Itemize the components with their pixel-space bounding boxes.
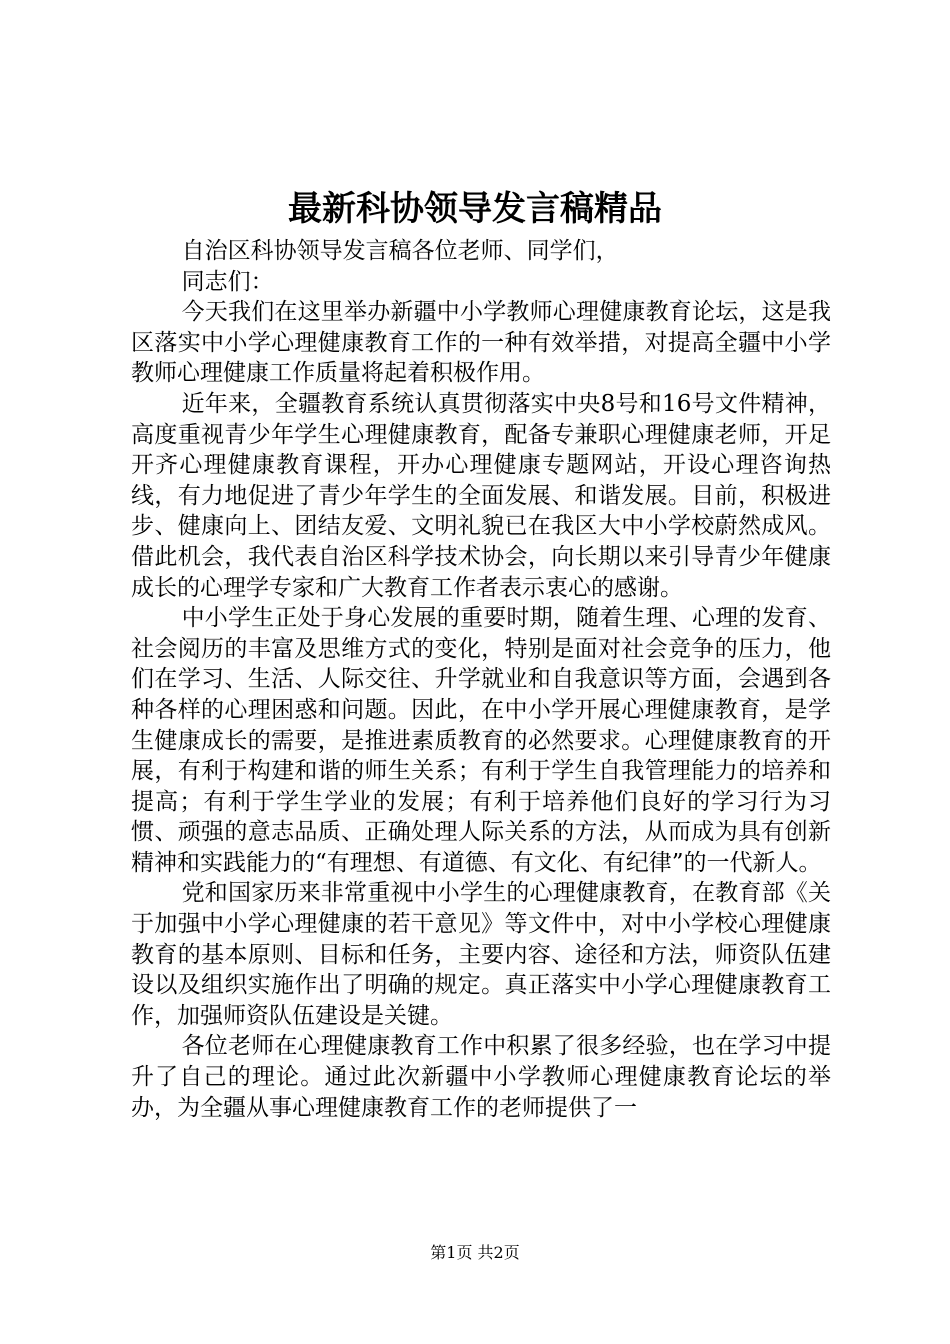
body-paragraph: 近年来，全疆教育系统认真贯彻落实中央8号和16号文件精神，高度重视青少年学生心理健康教育，配备专兼职心理健康老师，开足开齐心理健康教育课程，开办心理健康专题网站，开设心理咨询热线，有力地促进了青少年学生的全面发展、和谐发展。目前，积极进步、健康向上、团结友爱、文明礼貌已在我区大中小学校蔚然成风。借此机会，我代表自治区科学技术协会，向长期以来引导青少年健康成长的心理学专家和广大教育工作者表示衷心的感谢。	[131, 390, 831, 601]
body-paragraph: 党和国家历来非常重视中小学生的心理健康教育，在教育部《关于加强中小学心理健康的若干意见》等文件中，对中小学校心理健康教育的基本原则、目标和任务，主要内容、途径和方法，师资队伍建设以及组织实施作出了明确的规定。真正落实中小学心理健康教育工作，加强师资队伍建设是关键。	[131, 880, 831, 1029]
document-title: 最新科协领导发言稿精品	[288, 189, 662, 229]
page-number-footer: 第1页 共2页	[430, 1243, 520, 1262]
salutation-line-1: 自治区科协领导发言稿各位老师、同学们，	[181, 238, 619, 264]
body-paragraph: 各位老师在心理健康教育工作中积累了很多经验，也在学习中提升了自己的理论。通过此次新疆中小学教师心理健康教育论坛的举办，为全疆从事心理健康教育工作的老师提供了一	[131, 1033, 831, 1121]
document-body	[131, 236, 831, 1123]
body-paragraph: 中小学生正处于身心发展的重要时期，随着生理、心理的发育、社会阅历的丰富及思维方式的变化，特别是面对社会竞争的压力，他们在学习、生活、人际交往、升学就业和自我意识等方面，会遇到各种各样的心理困惑和问题。因此，在中小学开展心理健康教育，是学生健康成长的需要，是推进素质教育的必然要求。心理健康教育的开展，有利于构建和谐的师生关系；有利于学生自我管理能力的培养和提高；有利于学生学业的发展；有利于培养他们良好的学习行为习惯、顽强的意志品质、正确处理人际关系的方法，从而成为具有创新精神和实践能力的“有理想、有道德、有文化、有纪律”的一代新人。	[131, 605, 831, 876]
body-paragraph: 今天我们在这里举办新疆中小学教师心理健康教育论坛，这是我区落实中小学心理健康教育工作的一种有效举措，对提高全疆中小学教师心理健康工作质量将起着积极作用。	[131, 299, 831, 387]
salutation-line-2: 同志们：	[181, 268, 274, 295]
